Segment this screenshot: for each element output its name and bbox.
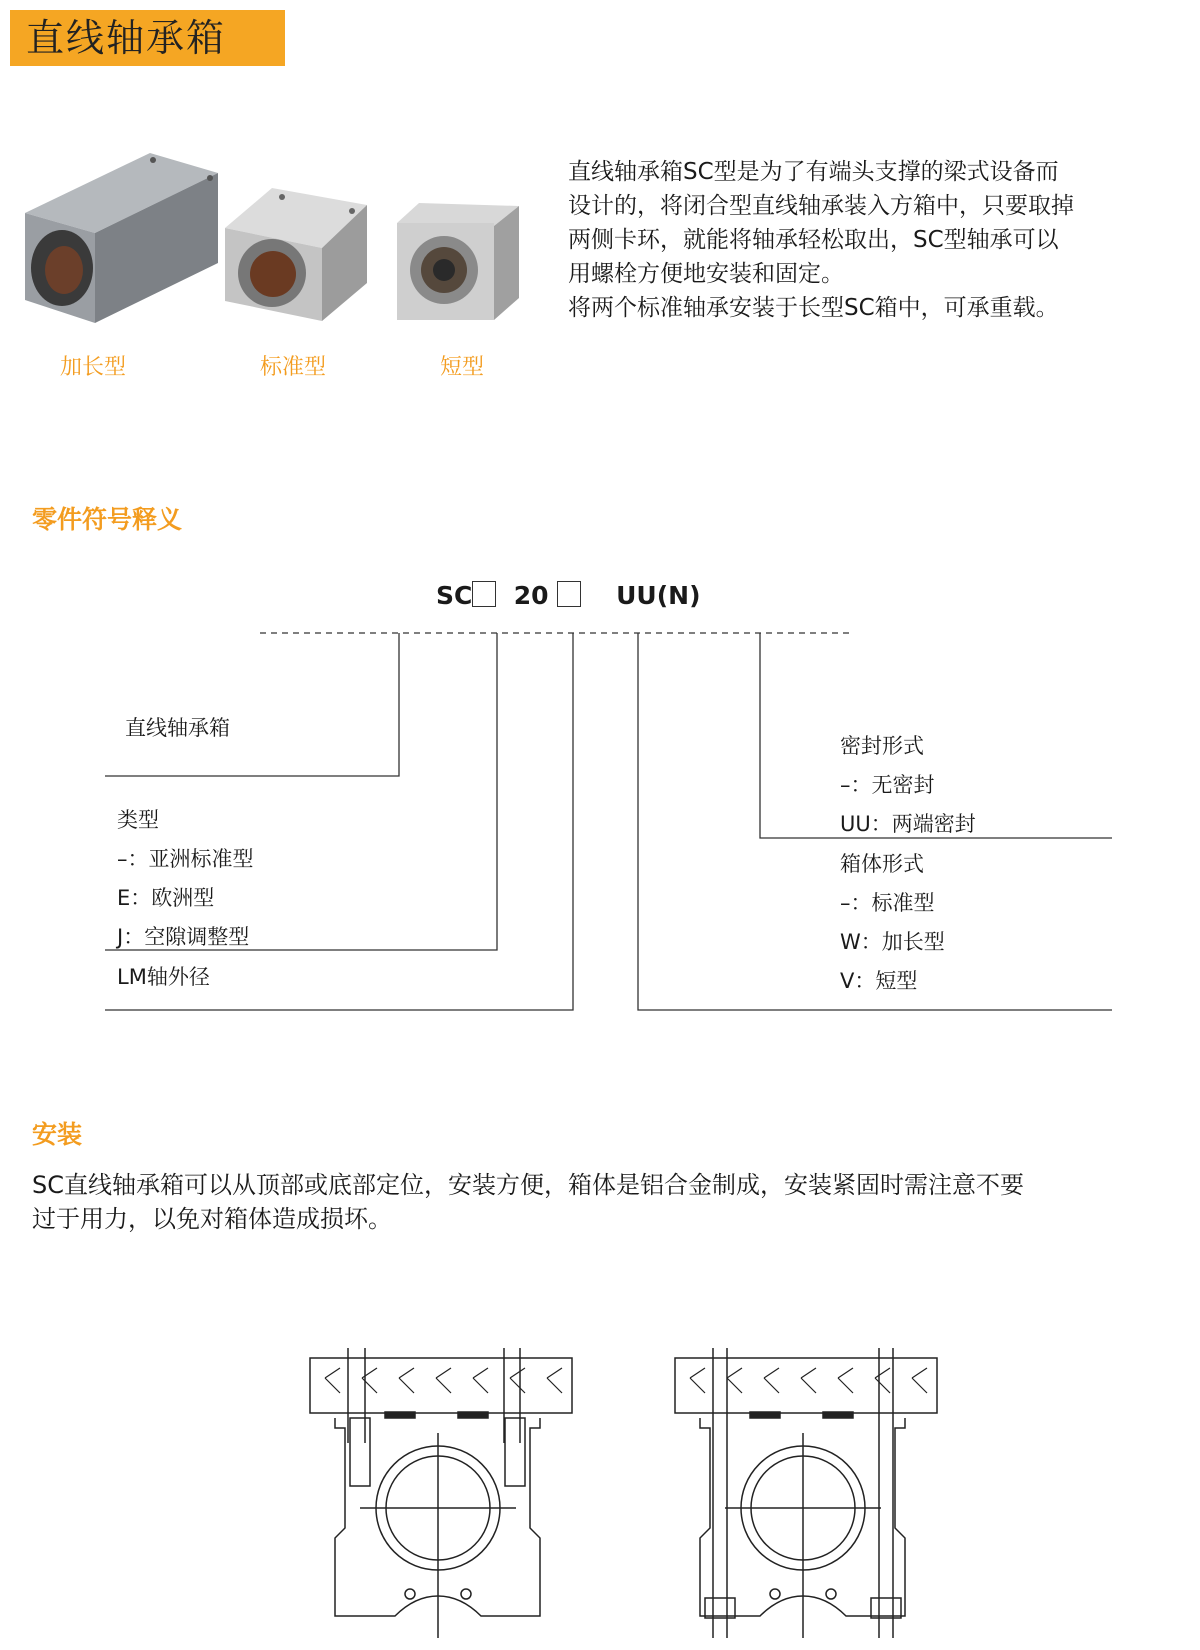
caption-short: 短型 [440, 355, 485, 380]
label-seal-title: 密封形式 [840, 734, 924, 758]
page-title: 直线轴承箱 [10, 10, 285, 66]
intro-line: 用螺栓方便地安装和固定。 [568, 261, 844, 287]
label-seal-uu: UU：两端密封 [840, 812, 976, 836]
label-body-short: V：短型 [840, 969, 918, 993]
intro-line: 两侧卡环，就能将轴承轻松取出，SC型轴承可以 [568, 227, 1059, 253]
symbol-heading: 零件符号释义 [32, 505, 183, 534]
label-body-long: W：加长型 [840, 930, 945, 954]
code-prefix: SC [436, 581, 473, 610]
intro-line: 将两个标准轴承安装于长型SC箱中，可承重载。 [568, 295, 1059, 321]
label-type-asia: –：亚洲标准型 [117, 847, 254, 871]
install-line: SC直线轴承箱可以从顶部或底部定位，安装方便，箱体是铝合金制成，安装紧固时需注意不要 [32, 1171, 1024, 1199]
code-suffix: UU(N) [616, 581, 701, 610]
intro-line: 直线轴承箱SC型是为了有端头支撑的梁式设备而 [568, 159, 1059, 185]
label-body-standard: –：标准型 [840, 891, 935, 915]
label-housing: 直线轴承箱 [125, 716, 230, 740]
caption-standard: 标准型 [260, 355, 327, 380]
top-mount-drawing [300, 1348, 580, 1643]
install-line: 过于用力，以免对箱体造成损坏。 [32, 1205, 392, 1233]
code-size: 20 [513, 581, 549, 610]
label-seal-none: –：无密封 [840, 773, 935, 797]
label-type-euro: E：欧洲型 [117, 886, 215, 910]
label-body-title: 箱体形式 [840, 852, 924, 876]
label-type-gap: J：空隙调整型 [117, 925, 250, 949]
label-lm-diameter: LM轴外径 [117, 965, 210, 989]
install-text [32, 1168, 1024, 1236]
bottom-mount-drawing [665, 1348, 945, 1643]
label-type-title: 类型 [117, 808, 159, 832]
install-heading: 安装 [32, 1120, 83, 1149]
intro-line: 设计的，将闭合型直线轴承装入方箱中，只要取掉 [568, 193, 1074, 219]
caption-long: 加长型 [60, 355, 127, 380]
